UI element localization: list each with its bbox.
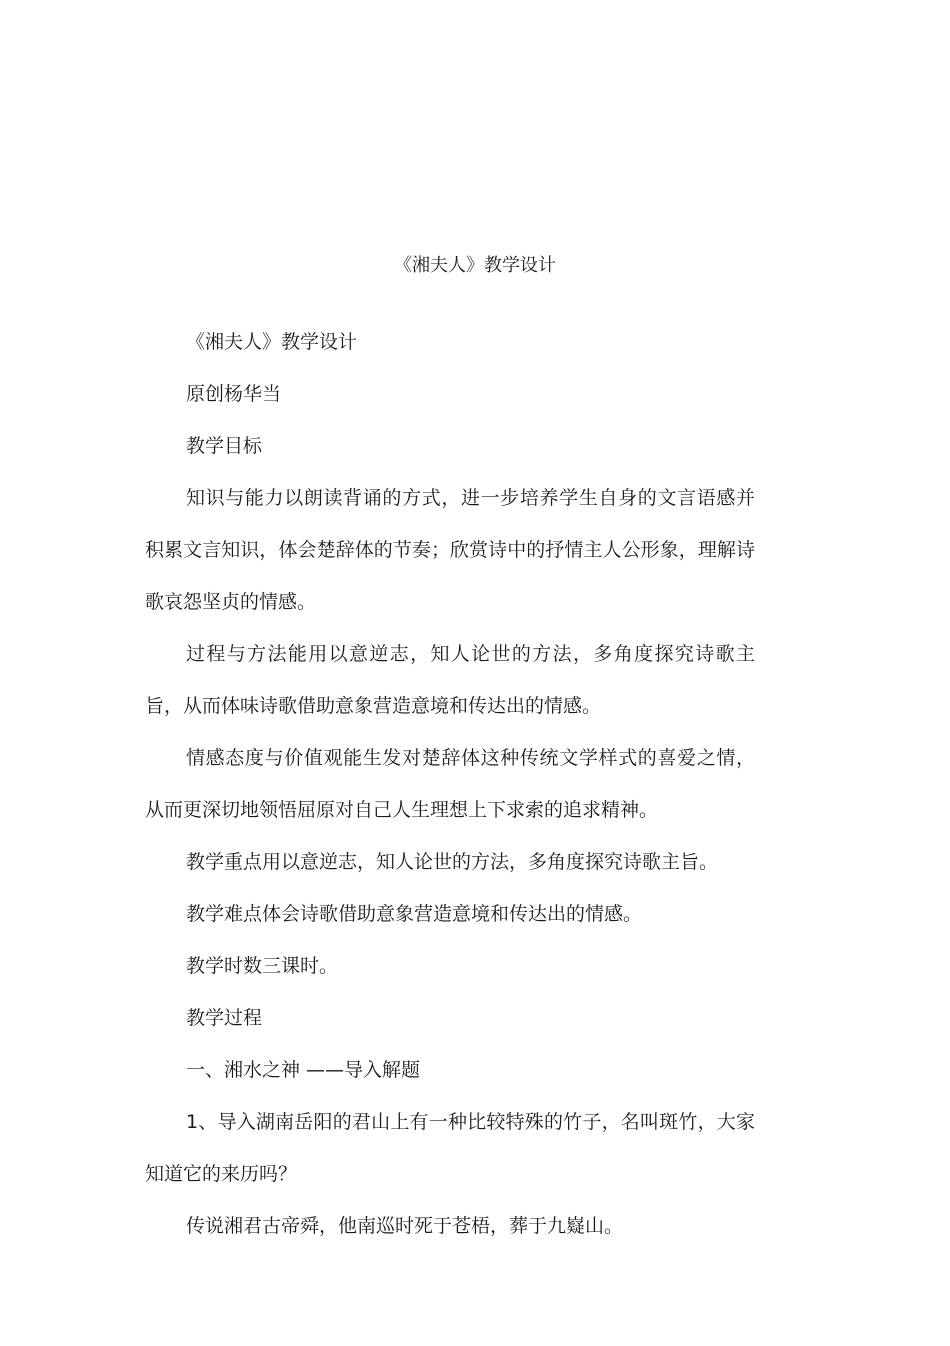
document-body [145,316,755,1252]
paragraph-key-points: 教学重点用以意逆志，知人论世的方法，多角度探究诗歌主旨。 [186,851,719,873]
paragraph-section-one: 一、湘水之神 ——导入解题 [186,1059,421,1081]
paragraph-goals-heading: 教学目标 [186,435,263,457]
paragraph-subtitle: 《湘夫人》教学设计 [186,331,358,353]
paragraph-intro-question: 1、导入湖南岳阳的君山上有一种比较特殊的竹子，名叫斑竹，大家知道它的来历吗？ [145,1111,755,1185]
paragraph-knowledge-ability: 知识与能力以朗读背诵的方式，进一步培养学生自身的文言语感并积累文言知识，体会楚辞体的节奏；欣赏诗中的抒情主人公形象，理解诗歌哀怨坚贞的情感。 [145,487,755,613]
paragraph-emotion-values: 情感态度与价值观能生发对楚辞体这种传统文学样式的喜爱之情，从而更深切地领悟屈原对自己人生理想上下求索的追求精神。 [145,747,755,821]
paragraph-process-method: 过程与方法能用以意逆志，知人论世的方法，多角度探究诗歌主旨，从而体味诗歌借助意象营造意境和传达出的情感。 [145,643,755,717]
document-title: 《湘夫人》教学设计 [394,255,556,276]
paragraph-legend: 传说湘君古帝舜，他南巡时死于苍梧，葬于九嶷山。 [186,1215,624,1237]
paragraph-class-hours: 教学时数三课时。 [186,955,339,977]
paragraph-process-heading: 教学过程 [186,1007,263,1029]
paragraph-difficulties: 教学难点体会诗歌借助意象营造意境和传达出的情感。 [186,903,643,925]
paragraph-author: 原创杨华当 [186,383,282,405]
